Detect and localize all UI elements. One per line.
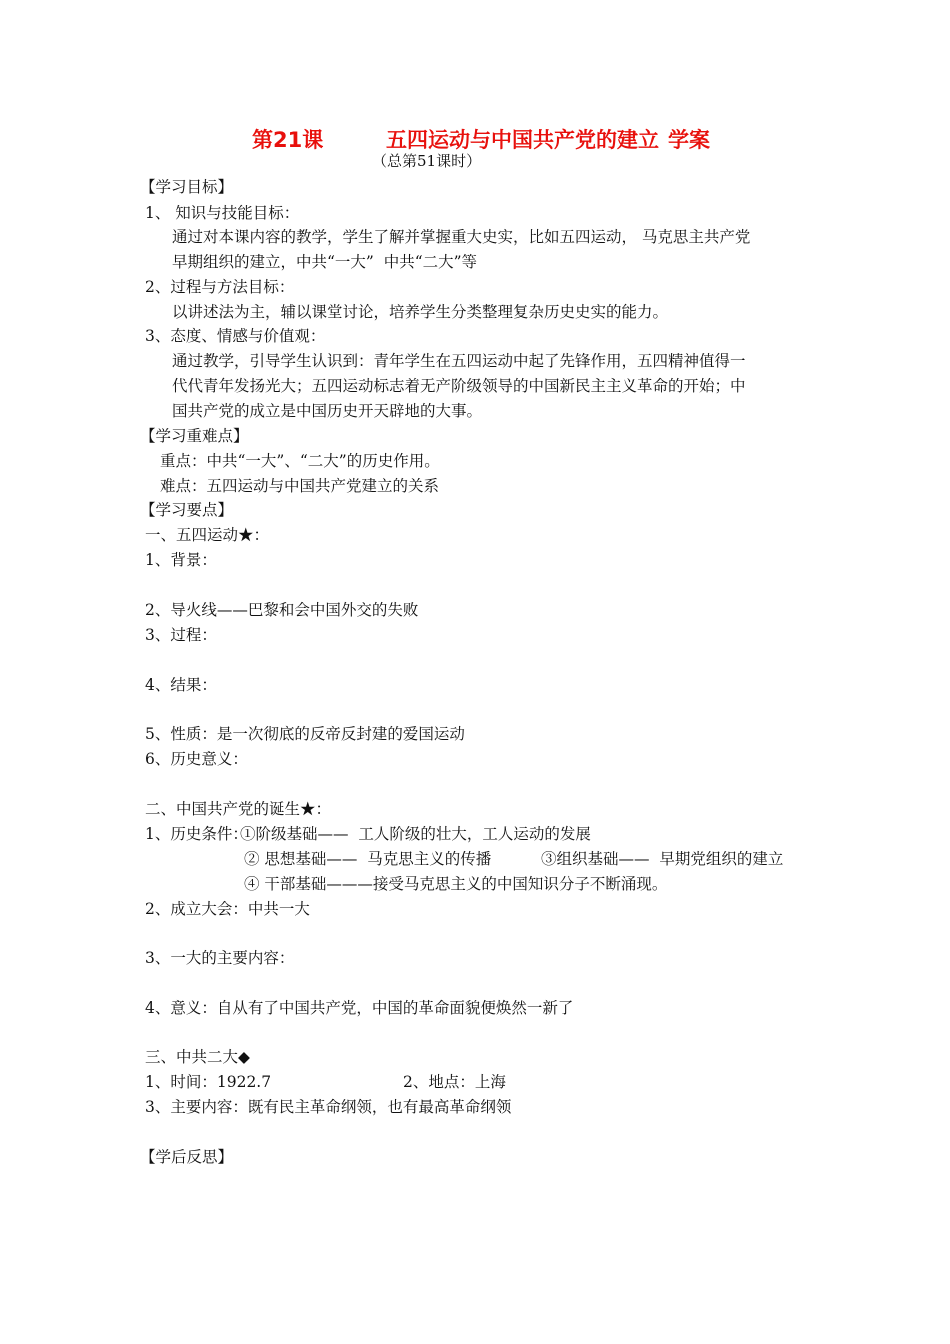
list-item: 4、意义：自从有了中国共产党，中国的革命面貌便焕然一新了 (145, 999, 574, 1017)
key-points-heading: 【学习重难点】 (140, 427, 249, 445)
lesson-number: 第21课 (252, 128, 324, 152)
objectives-heading: 【学习目标】 (140, 178, 234, 196)
list-item: 6、历史意义： (145, 750, 248, 768)
reflection-heading: 【学后反思】 (140, 1148, 234, 1166)
objective-label: 2、过程与方法目标： (145, 278, 295, 296)
content-item: 3、主要内容：既有民主革命纲领，也有最高革命纲领 (145, 1098, 512, 1116)
list-item: 1、背景： (145, 551, 217, 569)
essentials-heading: 【学习要点】 (140, 501, 234, 519)
part-title: 三、中共二大◆ (145, 1048, 250, 1066)
list-item: 3、一大的主要内容： (145, 949, 295, 967)
list-item: 5、性质：是一次彻底的反帝反封建的爱国运动 (145, 725, 465, 743)
time-item: 1、时间：1922.7 (145, 1073, 272, 1091)
lesson-subtitle: （总第51课时） (372, 152, 482, 170)
objective-text: 代代青年发扬光大；五四运动标志着无产阶级领导的中国新民主主义革命的开始；中 (172, 377, 746, 395)
list-item: 2、成立大会：中共一大 (145, 900, 310, 918)
list-item: 4、结果： (145, 676, 217, 694)
objective-text: 国共产党的成立是中国历史开天辟地的大事。 (172, 402, 483, 420)
place-item: 2、地点：上海 (403, 1073, 506, 1091)
objective-label: 1、 知识与技能目标： (145, 204, 300, 222)
lesson-kind: 学案 (668, 128, 710, 152)
difficulty-point: 难点：五四运动与中国共产党建立的关系 (160, 477, 440, 495)
objective-text: 早期组织的建立，中共“一大” 中共“二大”等 (172, 253, 478, 271)
condition-item: ③组织基础—— 早期党组织的建立 (541, 850, 784, 868)
focus-point: 重点：中共“一大”、“二大”的历史作用。 (160, 452, 440, 470)
lesson-topic: 五四运动与中国共产党的建立 (386, 128, 659, 152)
lesson-title (0, 124, 950, 150)
objective-text: 通过对本课内容的教学，学生了解并掌握重大史实，比如五四运动， 马克思主共产党 (172, 228, 751, 246)
condition-item: ①阶级基础—— 工人阶级的壮大，工人运动的发展 (240, 825, 591, 843)
list-item: 3、过程： (145, 626, 217, 644)
list-item: 2、导火线——巴黎和会中国外交的失败 (145, 601, 419, 619)
objective-text: 以讲述法为主，辅以课堂讨论，培养学生分类整理复杂历史史实的能力。 (172, 303, 669, 321)
condition-item: ④ 干部基础———接受马克思主义的中国知识分子不断涌现。 (244, 875, 668, 893)
part-title: 一、五四运动★： (145, 526, 270, 544)
condition-item: ② 思想基础—— 马克思主义的传播 (244, 850, 492, 868)
part-title: 二、中国共产党的诞生★： (145, 800, 332, 818)
objective-label: 3、态度、情感与价值观： (145, 327, 326, 345)
objective-text: 通过教学，引导学生认识到：青年学生在五四运动中起了先锋作用，五四精神值得一 (172, 352, 746, 370)
conditions-label: 1、历史条件： (145, 825, 248, 843)
